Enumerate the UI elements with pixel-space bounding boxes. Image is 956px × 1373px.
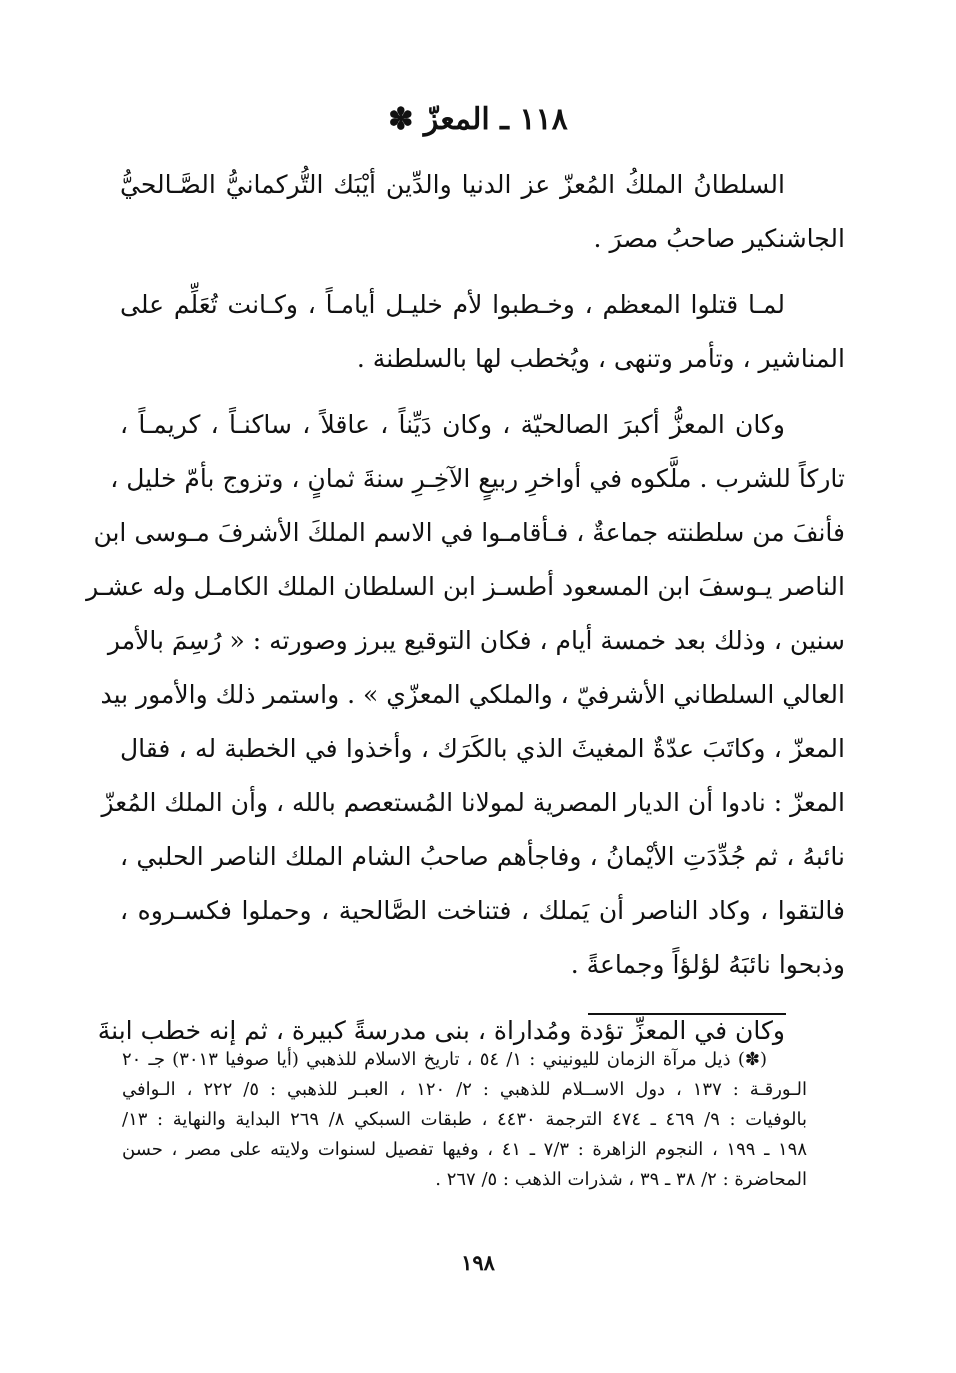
body-text — [86, 158, 845, 1058]
text-line: تاركاً للشرب . ملَّكوه في أواخرِ ربيعٍ الآخِـرِ سنةَ ثمانٍ ، وتزوج بأمّ خليل ، — [110, 464, 845, 493]
footnote-line: المحاضرة : ٢/ ٣٨ ـ ٣٩ ، شذرات الذهب : ٥/ ٢٦٧ . — [435, 1169, 807, 1190]
text-line: سنين ، وذلك بعد خمسة أيام ، فكان التوقيع يبرز وصورته : « رُسِمَ بالأمر — [107, 626, 845, 655]
text-line: المعزّ : نادوا أن الديار المصرية لمولانا المُستعصم بالله ، وأن الملك المُعزّ — [101, 788, 845, 817]
page-number: ١٩٨ — [461, 1250, 495, 1275]
paragraph — [120, 158, 845, 266]
text-line: الناصر يـوسفَ ابن المسعود أطسـز ابن السلطان الملك الكامـل وله عشـر — [86, 572, 845, 601]
footnote — [122, 1045, 807, 1195]
text-line: نائبهُ ، ثم جُدِّدَتِ الأيْمانُ ، وفاجأهم صاحبُ الشام الملك الناصر الحلبي ، — [120, 842, 845, 871]
footnote-separator — [588, 1013, 786, 1015]
footnote-line: الـورقـة : ١٣٧ ، دول الاســلام للذهبي : ٢/ ١٢٠ ، العبـر للذهبي : ٥/ ٢٢٢ ، الـوافي — [122, 1079, 807, 1100]
text-line: وكان المعزُّ أكبرَ الصالحيّة ، وكان دَيِّناً ، عاقلاً ، ساكنـاً ، كريمـاً ، — [120, 410, 785, 439]
text-line: فأنفَ من سلطنته جماعةٌ ، فـأقامـوا في الاسم الملكَ الأشرفَ مـوسى ابن — [93, 518, 845, 547]
footnote-line: بالوفيات : ٩/ ٤٦٩ ـ ٤٧٤ الترجمة ٤٤٣٠ ، طبقات السبكي ٨/ ٢٦٩ البداية والنهاية : ١٣/ — [122, 1109, 807, 1130]
text-line: وكان في المعزِّ تؤدة ومُداراة ، بنى مدرسةً كبيرة ، ثم إنه خطب ابنةَ — [97, 1016, 785, 1045]
text-line: السلطانُ الملكُ المُعزّ عز الدنيا والدِّين أيْبَك التُّركمانيُّ الصَّـالحيُّ — [120, 170, 785, 199]
footnote-line: (✽) ذيل مرآة الزمان لليونيني : ١/ ٥٤ ، تاريخ الاسلام للذهبي (أيا صوفيا ٣٠١٣) جـ ٢٠ — [122, 1049, 767, 1070]
chapter-title: ١١٨ ـ المعزّ ✽ — [388, 102, 568, 137]
footnote-line: ١٩٨ ـ ١٩٩ ، النجوم الزاهرة : ٧/٣ ـ ٤١ ، وفيها تفصيل لسنوات ولايته على مصر ، حسن — [122, 1139, 807, 1160]
text-line: فالتقوا ، وكاد الناصر أن يَملك ، فتناخت الصَّالحية ، وحملوا فكسـروه ، — [120, 896, 845, 925]
text-line: العالي السلطاني الأشرفيّ ، والملكي المعزّي » . واستمر ذلك والأمور بيد — [100, 680, 845, 709]
text-line: المناشير ، وتأمر وتنهى ، ويُخطب لها بالسلطنة . — [356, 344, 845, 373]
text-line: وذبحوا نائبَهُ لؤلؤاً وجماعةً . — [570, 950, 845, 979]
text-line: المعزّ ، وكاتَبَ عدّةٌ المغيثَ الذي بالكَرَك ، وأخذوا في الخطبة له ، فقال — [120, 734, 845, 763]
text-line: الجاشنكير صاحبُ مصرَ . — [593, 224, 845, 253]
paragraph — [86, 398, 845, 992]
paragraph — [120, 278, 845, 386]
text-line: لمـا قتلوا المعظم ، وخـطبوا لأم خليـل أيامـاً ، وكـانت تُعَلِّم على — [120, 290, 785, 319]
